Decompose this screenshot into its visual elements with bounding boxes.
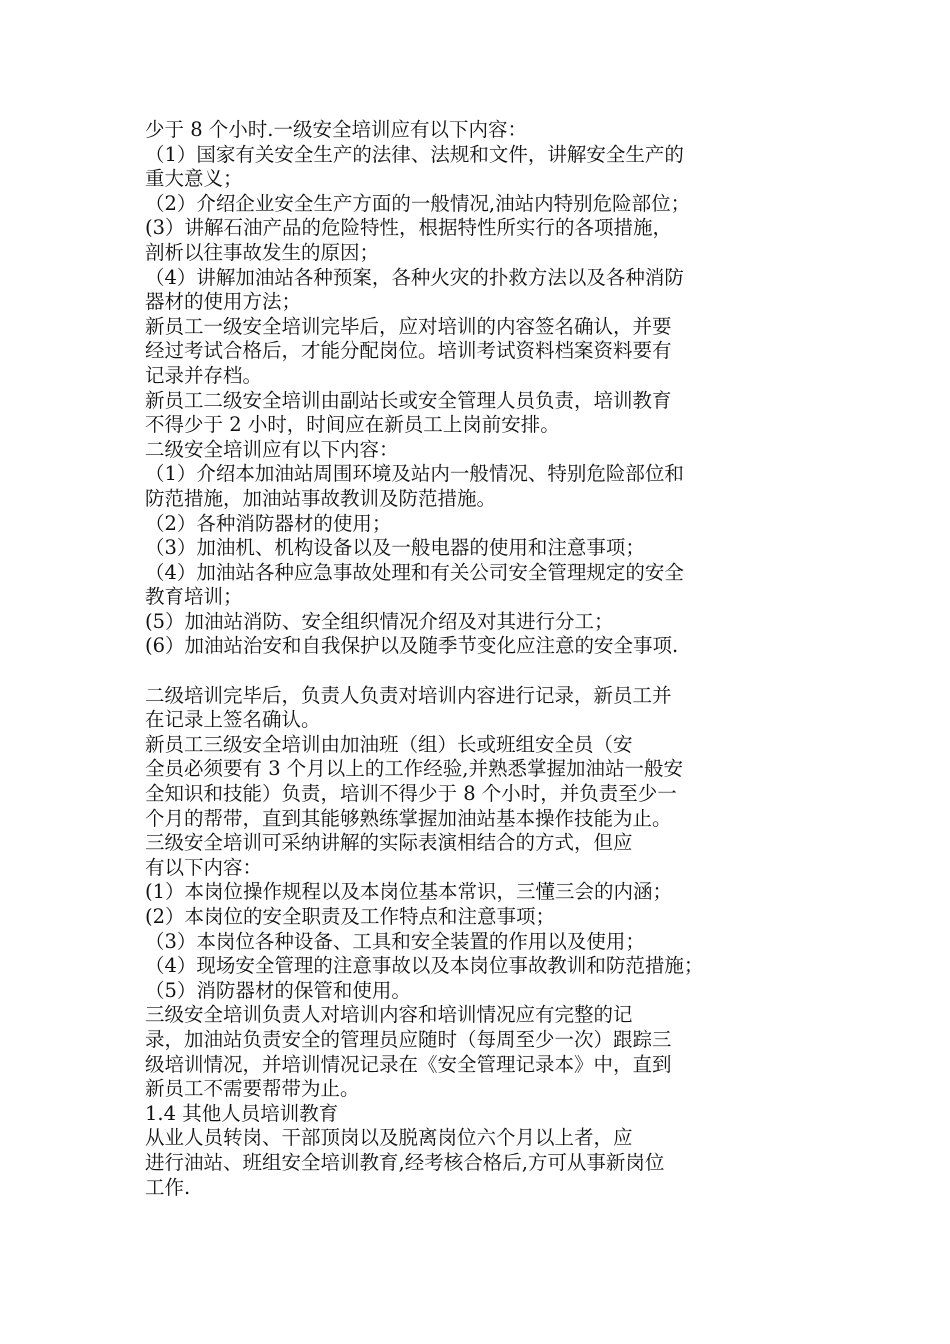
text-line: （4）加油站各种应急事故处理和有关公司安全管理规定的安全 — [145, 560, 684, 584]
text-line: （4）讲解加油站各种预案，各种火灾的扑救方法以及各种消防 — [145, 265, 684, 289]
text-line: 重大意义； — [145, 167, 243, 191]
text-line: 少于 8 个小时.一级安全培训应有以下内容： — [145, 118, 528, 141]
text-line: 记录并存档。 — [145, 363, 263, 387]
text-line: 录，加油站负责安全的管理员应随时（每周至少一次）跟踪三 — [145, 1027, 672, 1051]
text-line: （1）介绍本加油站周围环境及站内一般情况、特别危险部位和 — [145, 462, 684, 486]
text-line: 进行油站、班组安全培训教育,经考核合格后,方可从事新岗位 — [145, 1150, 665, 1174]
text-line: （2）介绍企业安全生产方面的一般情况,油站内特别危险部位； — [145, 191, 691, 215]
text-line: 二级安全培训应有以下内容： — [145, 437, 399, 461]
text-line: 个月的帮带，直到其能够熟练掌握加油站基本操作技能为止。 — [145, 806, 672, 830]
text-line: 三级安全培训可采纳讲解的实际表演相结合的方式，但应 — [145, 831, 633, 855]
text-line: 新员工二级安全培训由副站长或安全管理人员负责，培训教育 — [145, 388, 672, 412]
text-line: 从业人员转岗、干部顶岗以及脱离岗位六个月以上者，应 — [145, 1126, 633, 1150]
text-line: 全知识和技能）负责，培训不得少于 8 个小时，并负责至少一 — [145, 782, 677, 806]
text-line: （1）国家有关安全生产的法律、法规和文件，讲解安全生产的 — [145, 142, 684, 166]
text-line: 级培训情况，并培训情况记录在《安全管理记录本》中，直到 — [145, 1052, 672, 1076]
text-line: （3）加油机、机构设备以及一般电器的使用和注意事项； — [145, 536, 645, 560]
document-body — [145, 118, 815, 1200]
text-line: 剖析以往事故发生的原因； — [145, 240, 380, 264]
text-line: （4）现场安全管理的注意事故以及本岗位事故教训和防范措施； — [145, 954, 704, 978]
text-line: 在记录上签名确认。 — [145, 708, 321, 732]
text-line: 三级安全培训负责人对培训内容和培训情况应有完整的记 — [145, 1003, 633, 1027]
text-line: (1）本岗位操作规程以及本岗位基本常识，三懂三会的内涵； — [145, 880, 673, 904]
text-line: 新员工三级安全培训由加油班（组）长或班组安全员（安 — [145, 732, 633, 756]
text-line: 有以下内容： — [145, 855, 263, 879]
text-line: 教育培训； — [145, 585, 243, 609]
text-line: 器材的使用方法； — [145, 290, 302, 314]
text-line: 不得少于 2 小时，时间应在新员工上岗前安排。 — [145, 413, 560, 437]
text-line: （3）本岗位各种设备、工具和安全装置的作用以及使用； — [145, 929, 645, 953]
text-line: (2）本岗位的安全职责及工作特点和注意事项； — [145, 905, 556, 928]
text-line: 全员必须要有 3 个月以上的工作经验,并熟悉掌握加油站一般安 — [145, 757, 684, 781]
text-line: 防范措施，加油站事故教训及防范措施。 — [145, 486, 497, 510]
text-line: (5）加油站消防、安全组织情况介绍及对其进行分工； — [145, 609, 614, 633]
text-line: （5）消防器材的保管和使用。 — [145, 978, 411, 1002]
text-line: 1.4 其他人员培训教育 — [145, 1101, 339, 1125]
text-line: 新员工不需要帮带为止。 — [145, 1077, 360, 1101]
text-line: 新员工一级安全培训完毕后，应对培训的内容签名确认，并要 — [145, 314, 672, 338]
text-line: 经过考试合格后，才能分配岗位。培训考试资料档案资料要有 — [145, 339, 672, 363]
text-line: 二级培训完毕后，负责人负责对培训内容进行记录，新员工并 — [145, 683, 672, 707]
text-line — [145, 659, 815, 684]
text-line: (6）加油站治安和自我保护以及随季节变化应注意的安全事项. — [145, 634, 679, 658]
text-line: (3）讲解石油产品的危险特性，根据特性所实行的各项措施， — [145, 216, 673, 240]
text-line: 工作. — [145, 1175, 191, 1199]
text-line: （2）各种消防器材的使用； — [145, 511, 392, 535]
